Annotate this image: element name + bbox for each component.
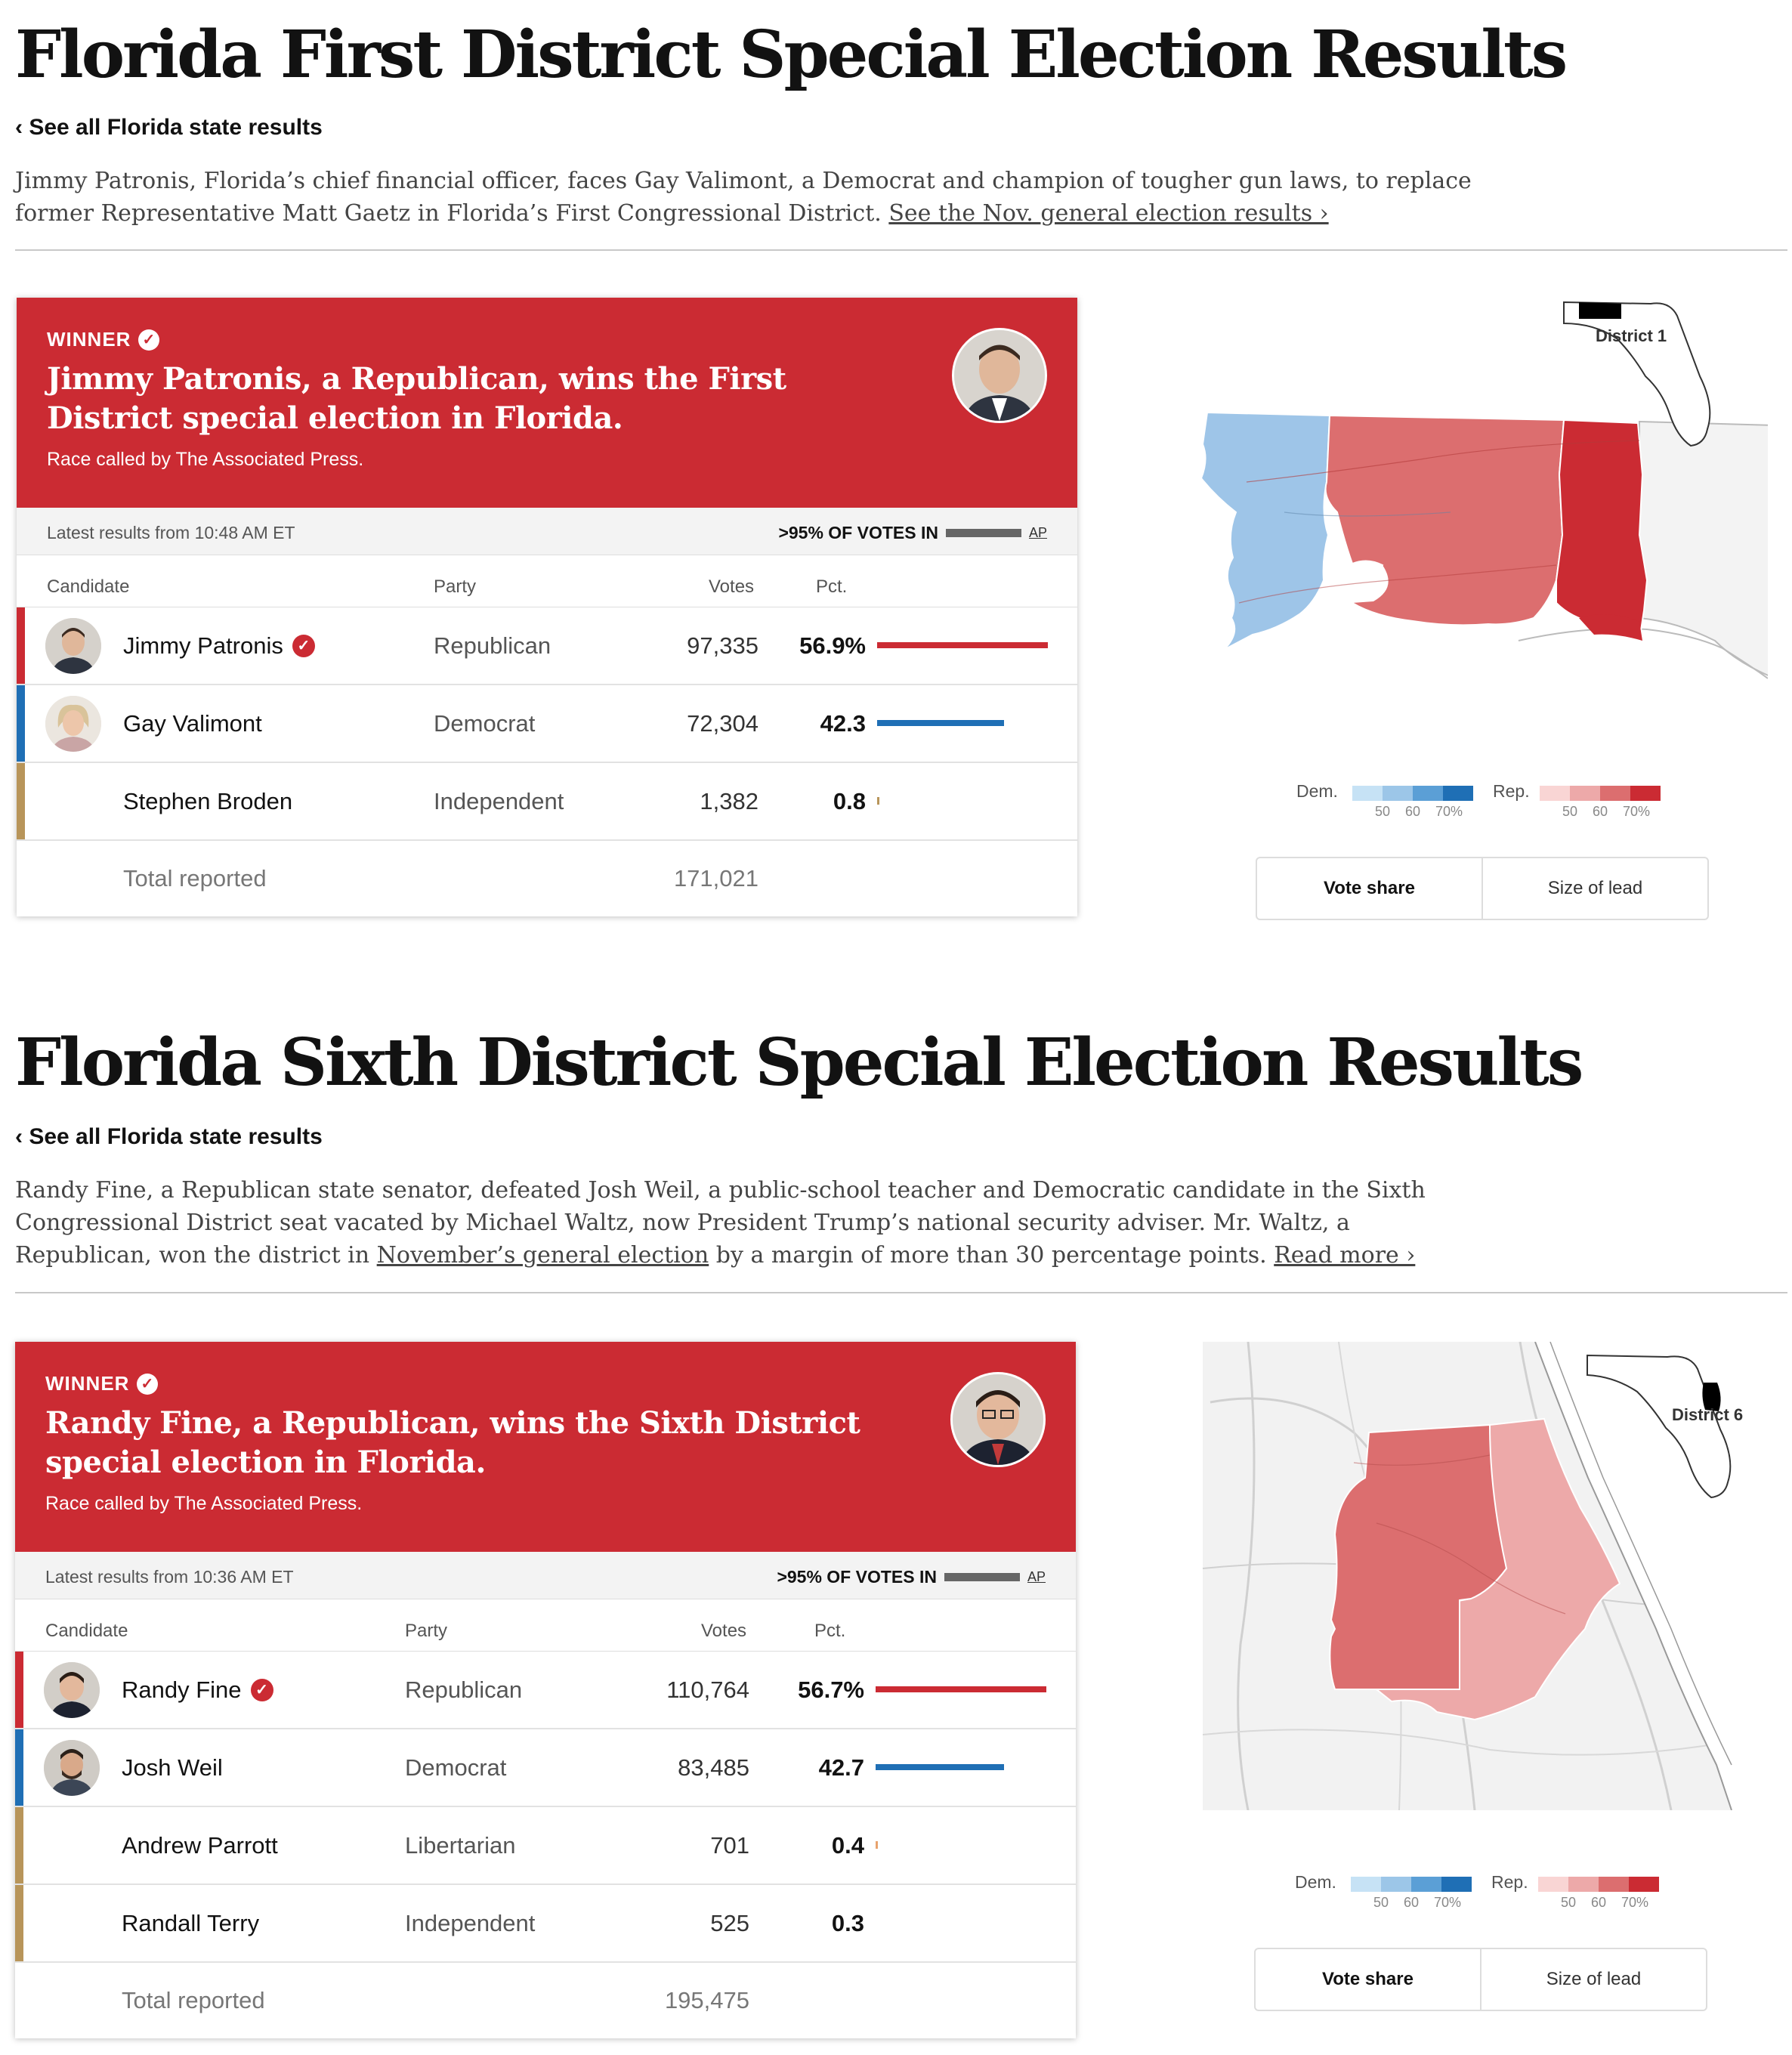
pct-header: Pct. xyxy=(816,576,848,597)
table-row xyxy=(15,1652,1076,1729)
vote-share-bar xyxy=(877,720,1004,726)
intro-paragraph xyxy=(15,1174,1481,1272)
candidate-name-text: Gay Valimont xyxy=(123,710,262,737)
legend-tick: 70% xyxy=(1621,1895,1649,1910)
check-icon: ✓ xyxy=(138,329,159,351)
candidate-name xyxy=(122,1676,273,1704)
candidate-pct: 0.8 xyxy=(833,788,866,814)
inset-district-label: District 1 xyxy=(1596,326,1667,345)
map-legend xyxy=(1295,1872,1688,1917)
candidate-name xyxy=(122,1832,278,1859)
legend-swatch xyxy=(1352,786,1383,801)
party-color-stripe xyxy=(17,607,25,684)
legend-swatch xyxy=(1443,786,1473,801)
winner-check-icon: ✓ xyxy=(251,1679,273,1701)
candidate-name-text: Andrew Parrott xyxy=(122,1832,278,1859)
votes-header: Votes xyxy=(701,1621,747,1641)
legend-swatch xyxy=(1381,1877,1411,1892)
legend-tick: 70% xyxy=(1623,804,1651,819)
general-election-link[interactable]: November’s general election xyxy=(376,1242,709,1269)
map-legend xyxy=(1296,781,1689,827)
table-row xyxy=(17,607,1077,685)
candidate-party: Libertarian xyxy=(405,1832,516,1859)
legend-tick: 50 xyxy=(1562,804,1578,819)
intro-text: Randy Fine, a Republican state senator, defeated Josh Weil, a public-school teacher and Democratic candidate in the Sixth Congressional District seat vacated by Michael Waltz, now President Trump’s national security adviser. Mr. Waltz, a Republican, won the district in xyxy=(15,1177,1426,1269)
candidate-pct: 42.3 xyxy=(820,710,866,737)
total-label: Total reported xyxy=(123,865,267,892)
party-color-stripe xyxy=(15,1885,23,1961)
candidate-name-text: Stephen Broden xyxy=(123,788,293,814)
legend-tick: 70% xyxy=(1434,1895,1462,1910)
candidate-name-text: Josh Weil xyxy=(122,1754,223,1781)
page-title: Florida Sixth District Special Election Results xyxy=(15,1024,1582,1101)
page-title: Florida First District Special Election Results xyxy=(15,17,1566,93)
party-color-stripe xyxy=(15,1729,23,1806)
candidate-name xyxy=(122,1910,259,1937)
results-card xyxy=(15,1342,1076,2038)
results-map xyxy=(1194,286,1768,724)
vote-share-bar xyxy=(876,1764,1004,1770)
candidate-votes: 97,335 xyxy=(687,632,759,659)
candidate-name xyxy=(123,710,262,737)
votes-header: Votes xyxy=(709,576,755,597)
divider xyxy=(15,1292,1787,1293)
party-color-stripe xyxy=(15,1652,23,1728)
vote-share-bar xyxy=(876,1686,1046,1692)
results-meta-bar xyxy=(15,1552,1076,1599)
winner-banner xyxy=(17,298,1077,508)
candidate-name xyxy=(122,1754,223,1782)
winner-banner xyxy=(15,1342,1076,1552)
legend-tick: 70% xyxy=(1435,804,1463,819)
candidate-photo xyxy=(44,1740,100,1796)
latest-results-time: Latest results from 10:48 AM ET xyxy=(47,523,295,542)
rep-legend-label: Rep. xyxy=(1493,781,1530,801)
legend-swatch xyxy=(1629,1877,1659,1892)
candidate-name xyxy=(123,788,292,815)
candidate-pct: 56.9% xyxy=(799,632,866,659)
legend-swatch xyxy=(1600,786,1630,801)
candidate-votes: 1,382 xyxy=(700,788,759,814)
vote-share-bar xyxy=(877,642,1048,648)
candidate-votes: 83,485 xyxy=(678,1754,749,1781)
legend-swatch xyxy=(1538,1877,1568,1892)
candidate-photo xyxy=(45,618,101,674)
pct-header: Pct. xyxy=(814,1621,846,1641)
intro-text: Jimmy Patronis, Florida’s chief financial officer, faces Gay Valimont, a Democrat and champion of tougher gun laws, to replace former Representative Matt Gaetz in Florida’s First Congressional District. xyxy=(15,168,1472,227)
legend-swatch xyxy=(1441,1877,1472,1892)
table-row xyxy=(15,1729,1076,1807)
race-section-district-1 xyxy=(0,0,1792,982)
candidate-pct: 42.7 xyxy=(818,1754,864,1781)
candidate-name-text: Randall Terry xyxy=(122,1910,260,1936)
winner-check-icon: ✓ xyxy=(292,635,315,657)
candidate-pct: 0.3 xyxy=(831,1910,864,1936)
race-section-district-6 xyxy=(0,1012,1792,2055)
winner-label xyxy=(47,328,159,351)
winner-text: WINNER xyxy=(47,328,131,351)
reporting-progress-bar xyxy=(946,529,1021,537)
candidate-pct: 0.4 xyxy=(831,1832,864,1859)
candidate-header: Candidate xyxy=(45,1621,128,1641)
vote-share-bar xyxy=(877,797,879,805)
legend-tick: 50 xyxy=(1375,804,1391,819)
party-header: Party xyxy=(434,576,477,597)
candidate-header: Candidate xyxy=(47,576,130,597)
results-meta-bar xyxy=(17,508,1077,555)
race-called-note: Race called by The Associated Press. xyxy=(45,1493,363,1514)
race-called-note: Race called by The Associated Press. xyxy=(47,449,364,470)
map-mode-toggle xyxy=(1254,1948,1707,2011)
candidate-name-text: Jimmy Patronis xyxy=(123,632,283,659)
map-mode-toggle xyxy=(1256,857,1709,920)
candidate-photo xyxy=(44,1662,100,1718)
table-row xyxy=(15,1807,1076,1885)
total-row xyxy=(15,1963,1076,2038)
results-card xyxy=(17,298,1077,916)
candidate-pct: 56.7% xyxy=(798,1676,864,1703)
legend-swatch xyxy=(1413,786,1443,801)
total-row xyxy=(17,841,1077,916)
winner-headline: Randy Fine, a Republican, wins the Sixth District special election in Florida. xyxy=(45,1405,860,1480)
party-header: Party xyxy=(405,1621,448,1641)
size-of-lead-toggle[interactable]: Size of lead xyxy=(1547,878,1643,898)
divider xyxy=(15,249,1787,251)
candidate-votes: 525 xyxy=(710,1910,749,1936)
table-row xyxy=(17,763,1077,841)
back-to-state-results-link[interactable]: ‹ See all Florida state results xyxy=(15,115,323,140)
size-of-lead-toggle[interactable]: Size of lead xyxy=(1546,1969,1642,1989)
legend-tick: 60 xyxy=(1591,1895,1607,1910)
legend-swatch xyxy=(1351,1877,1381,1892)
vote-share-bar xyxy=(876,1841,878,1849)
results-table-header xyxy=(17,555,1077,607)
intro-text-after: by a margin of more than 30 percentage points. xyxy=(715,1242,1267,1269)
candidate-party: Republican xyxy=(434,632,552,659)
candidate-party: Democrat xyxy=(405,1754,507,1781)
winner-label xyxy=(45,1372,158,1395)
legend-tick: 50 xyxy=(1561,1895,1577,1910)
ap-link[interactable]: AP xyxy=(1027,1569,1046,1584)
winner-photo xyxy=(952,328,1047,423)
dem-legend-label: Dem. xyxy=(1295,1872,1336,1892)
legend-tick: 60 xyxy=(1593,804,1608,819)
check-icon: ✓ xyxy=(137,1374,158,1395)
legend-swatch xyxy=(1540,786,1570,801)
results-map xyxy=(1203,1342,1766,1810)
legend-tick: 60 xyxy=(1404,1895,1420,1910)
legend-swatch xyxy=(1383,786,1413,801)
candidate-votes: 110,764 xyxy=(666,1676,749,1703)
candidate-photo xyxy=(45,696,101,752)
ap-link[interactable]: AP xyxy=(1028,525,1047,540)
candidate-name xyxy=(123,632,315,660)
latest-results-time: Latest results from 10:36 AM ET xyxy=(45,1567,294,1587)
rep-legend-label: Rep. xyxy=(1491,1872,1528,1892)
vote-share-toggle[interactable]: Vote share xyxy=(1257,858,1483,919)
legend-swatch xyxy=(1599,1877,1629,1892)
winner-photo xyxy=(950,1372,1046,1467)
candidate-party: Independent xyxy=(405,1910,536,1936)
candidate-party: Republican xyxy=(405,1676,523,1703)
winner-headline: Jimmy Patronis, a Republican, wins the First District special election in Florida. xyxy=(47,361,786,436)
general-election-results-link[interactable]: See the Nov. general election results › xyxy=(888,200,1329,227)
inset-district-label: District 6 xyxy=(1672,1405,1744,1424)
intro-paragraph xyxy=(15,165,1481,230)
legend-tick: 60 xyxy=(1405,804,1421,819)
winner-text: WINNER xyxy=(45,1372,130,1395)
votes-in-text: >95% OF VOTES IN xyxy=(778,523,938,542)
read-more-link[interactable]: Read more › xyxy=(1274,1242,1416,1269)
party-color-stripe xyxy=(17,763,25,839)
legend-swatch xyxy=(1568,1877,1599,1892)
total-votes: 171,021 xyxy=(673,865,759,892)
party-color-stripe xyxy=(17,685,25,762)
back-to-state-results-link[interactable]: ‹ See all Florida state results xyxy=(15,1124,323,1149)
total-label: Total reported xyxy=(122,1987,265,2013)
results-table-header xyxy=(15,1599,1076,1652)
legend-swatch xyxy=(1570,786,1600,801)
candidate-party: Independent xyxy=(434,788,564,814)
reporting-progress-bar xyxy=(944,1573,1020,1581)
reporting-status xyxy=(778,523,1047,543)
total-votes: 195,475 xyxy=(664,1987,749,2013)
party-color-stripe xyxy=(15,1807,23,1883)
table-row xyxy=(15,1885,1076,1963)
legend-swatch xyxy=(1411,1877,1441,1892)
candidate-votes: 72,304 xyxy=(687,710,759,737)
candidate-name-text: Randy Fine xyxy=(122,1676,242,1703)
legend-tick: 50 xyxy=(1373,1895,1389,1910)
reporting-status xyxy=(777,1567,1046,1587)
dem-legend-label: Dem. xyxy=(1296,781,1338,801)
votes-in-text: >95% OF VOTES IN xyxy=(777,1567,937,1587)
legend-swatch xyxy=(1630,786,1661,801)
table-row xyxy=(17,685,1077,763)
vote-share-toggle[interactable]: Vote share xyxy=(1256,1949,1481,2010)
candidate-votes: 701 xyxy=(710,1832,749,1859)
candidate-party: Democrat xyxy=(434,710,536,737)
